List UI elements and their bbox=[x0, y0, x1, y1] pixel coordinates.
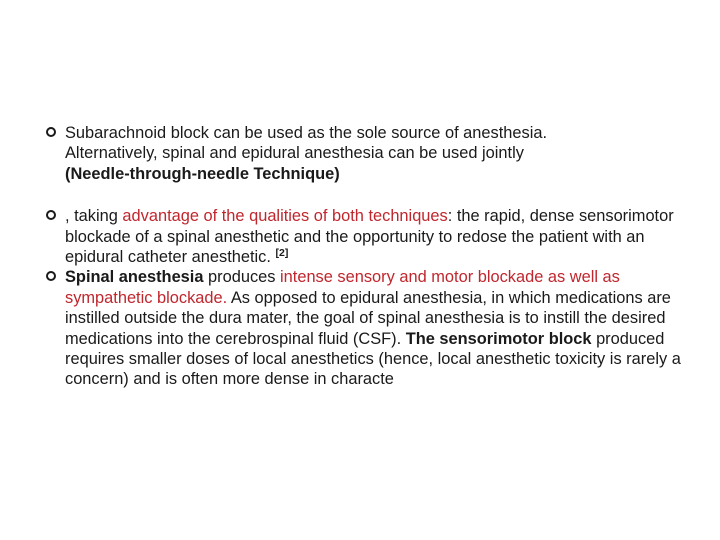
reference-marker: [2] bbox=[275, 247, 289, 260]
bullet-circle-icon bbox=[46, 210, 56, 220]
bullet-text-a: produces bbox=[203, 268, 281, 287]
bullet-item-advantage bbox=[44, 206, 694, 267]
term-spinal-anesthesia: Spinal anesthesia bbox=[65, 268, 204, 287]
highlight-blockade: intense sensory and motor blockade as well as sympathetic blockade. bbox=[65, 268, 620, 307]
slide-content bbox=[44, 123, 694, 390]
bullet-text-line2: Alternatively, spinal and epidural anesthesia can be used jointly bbox=[65, 144, 524, 163]
bullet-item-spinal bbox=[44, 267, 694, 389]
highlight-advantage: advantage of the qualities of both techniques bbox=[122, 207, 448, 226]
bullet-text-line1: Subarachnoid block can be used as the sole source of anesthesia. bbox=[65, 124, 548, 142]
bullet-text-b: As opposed to epidural anesthesia, in which medications are instilled outside the dura mater, the goal of spinal anesthesia is to instill the desired medications into the cerebrospinal fluid (CSF). bbox=[65, 288, 671, 348]
bullet-technique-name: (Needle-through-needle Technique) bbox=[65, 164, 340, 183]
bullet-text-c: produced requires smaller doses of local anesthetics (hence, local anesthetic toxicity is rarely a concern) and is often more dense in characte bbox=[65, 329, 681, 389]
bullet-lead-text: , taking bbox=[65, 207, 123, 226]
bullet-circle-icon bbox=[46, 271, 56, 281]
bullet-circle-icon bbox=[46, 127, 56, 137]
bullet-rest-text: : the rapid, dense sensorimotor blockade of a spinal anesthetic and the opportunity to redose the patient with an epidural catheter anesthetic. bbox=[65, 207, 674, 267]
bullet-item-subarachnoid bbox=[44, 123, 694, 184]
term-sensorimotor-block: The sensorimotor block bbox=[405, 329, 592, 348]
